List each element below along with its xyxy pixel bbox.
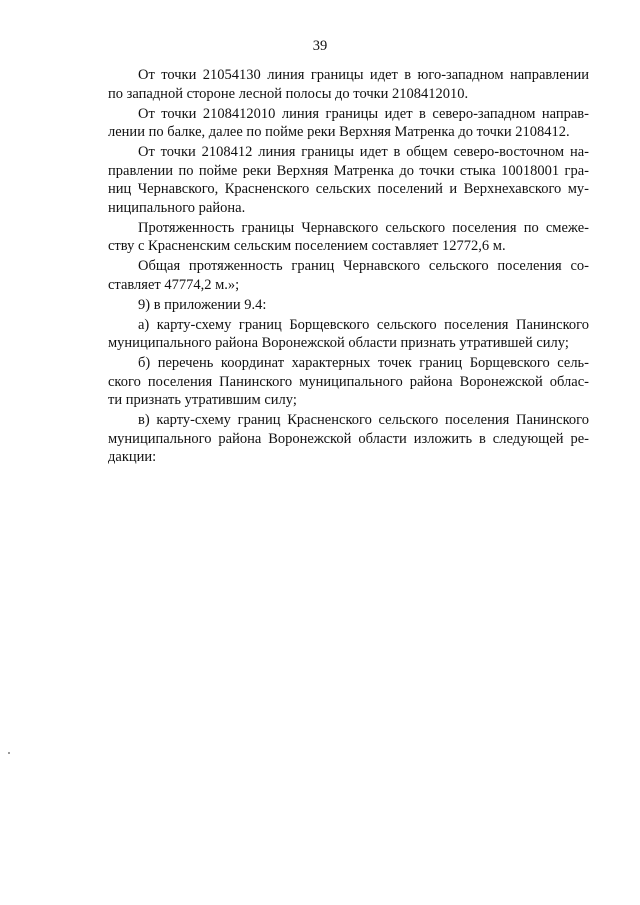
paragraph-line: ставляет 47774,2 м.»; [108,276,240,293]
paragraph-4 [108,219,589,256]
paragraph-line: муниципального района Воронежской области изложить в следующей ре- [108,430,589,447]
paragraph-line: От точки 2108412010 линия границы идет в северо-западном направ- [138,105,589,122]
paragraph-line: ского поселения Панинского муниципального района Воронежской облас- [108,373,589,390]
paragraph-line: Общая протяженность границ Чернавского сельского поселения со- [138,258,589,274]
paragraph-line: лении по балке, далее по пойме реки Верхняя Матренка до точки 2108412. [108,124,570,140]
page-number: 39 [312,38,328,54]
paragraph-line: Протяженность границы Чернавского сельского поселения по смеже- [138,219,589,236]
paragraph-line: в) карту-схему границ Красненского сельского поселения Панинского [138,412,589,428]
paragraph-2 [108,105,589,142]
paragraph-5 [108,257,589,294]
paragraph-line: От точки 21054130 линия границы идет в юго-западном направлении [138,67,589,83]
paragraph-line: От точки 2108412 линия границы идет в общем северо-восточном на- [138,144,589,160]
paragraph-line: по западной стороне лесной полосы до точки 2108412010. [108,85,469,102]
paragraph-line: б) перечень координат характерных точек границ Борщевского сель- [138,355,589,371]
paragraph-6 [108,296,589,315]
paragraph-line: правлении по пойме реки Верхняя Матренка до точки стыка 10018001 гра- [108,162,589,179]
paragraph-7 [108,316,589,353]
paragraph-line: а) карту-схему границ Борщевского сельского поселения Панинского [138,316,589,333]
paragraph-line: ти признать утратившим силу; [108,392,297,408]
paragraph-9 [108,411,589,467]
paragraph-3 [108,143,589,217]
document-body [108,66,589,468]
paragraph-line: ниципального района. [108,199,246,216]
paragraph-line: дакции: [108,449,157,465]
paragraph-line: 9) в приложении 9.4: [138,296,267,313]
scan-speck [8,752,10,754]
paragraph-line: ству с Красненским сельским поселением составляет 12772,6 м. [108,238,506,254]
paragraph-line: муниципального района Воронежской области признать утратившей силу; [108,335,569,351]
paragraph-1 [108,66,589,103]
paragraph-line: ниц Чернавского, Красненского сельских поселений и Верхнехавского му- [108,181,589,197]
paragraph-8 [108,354,589,410]
